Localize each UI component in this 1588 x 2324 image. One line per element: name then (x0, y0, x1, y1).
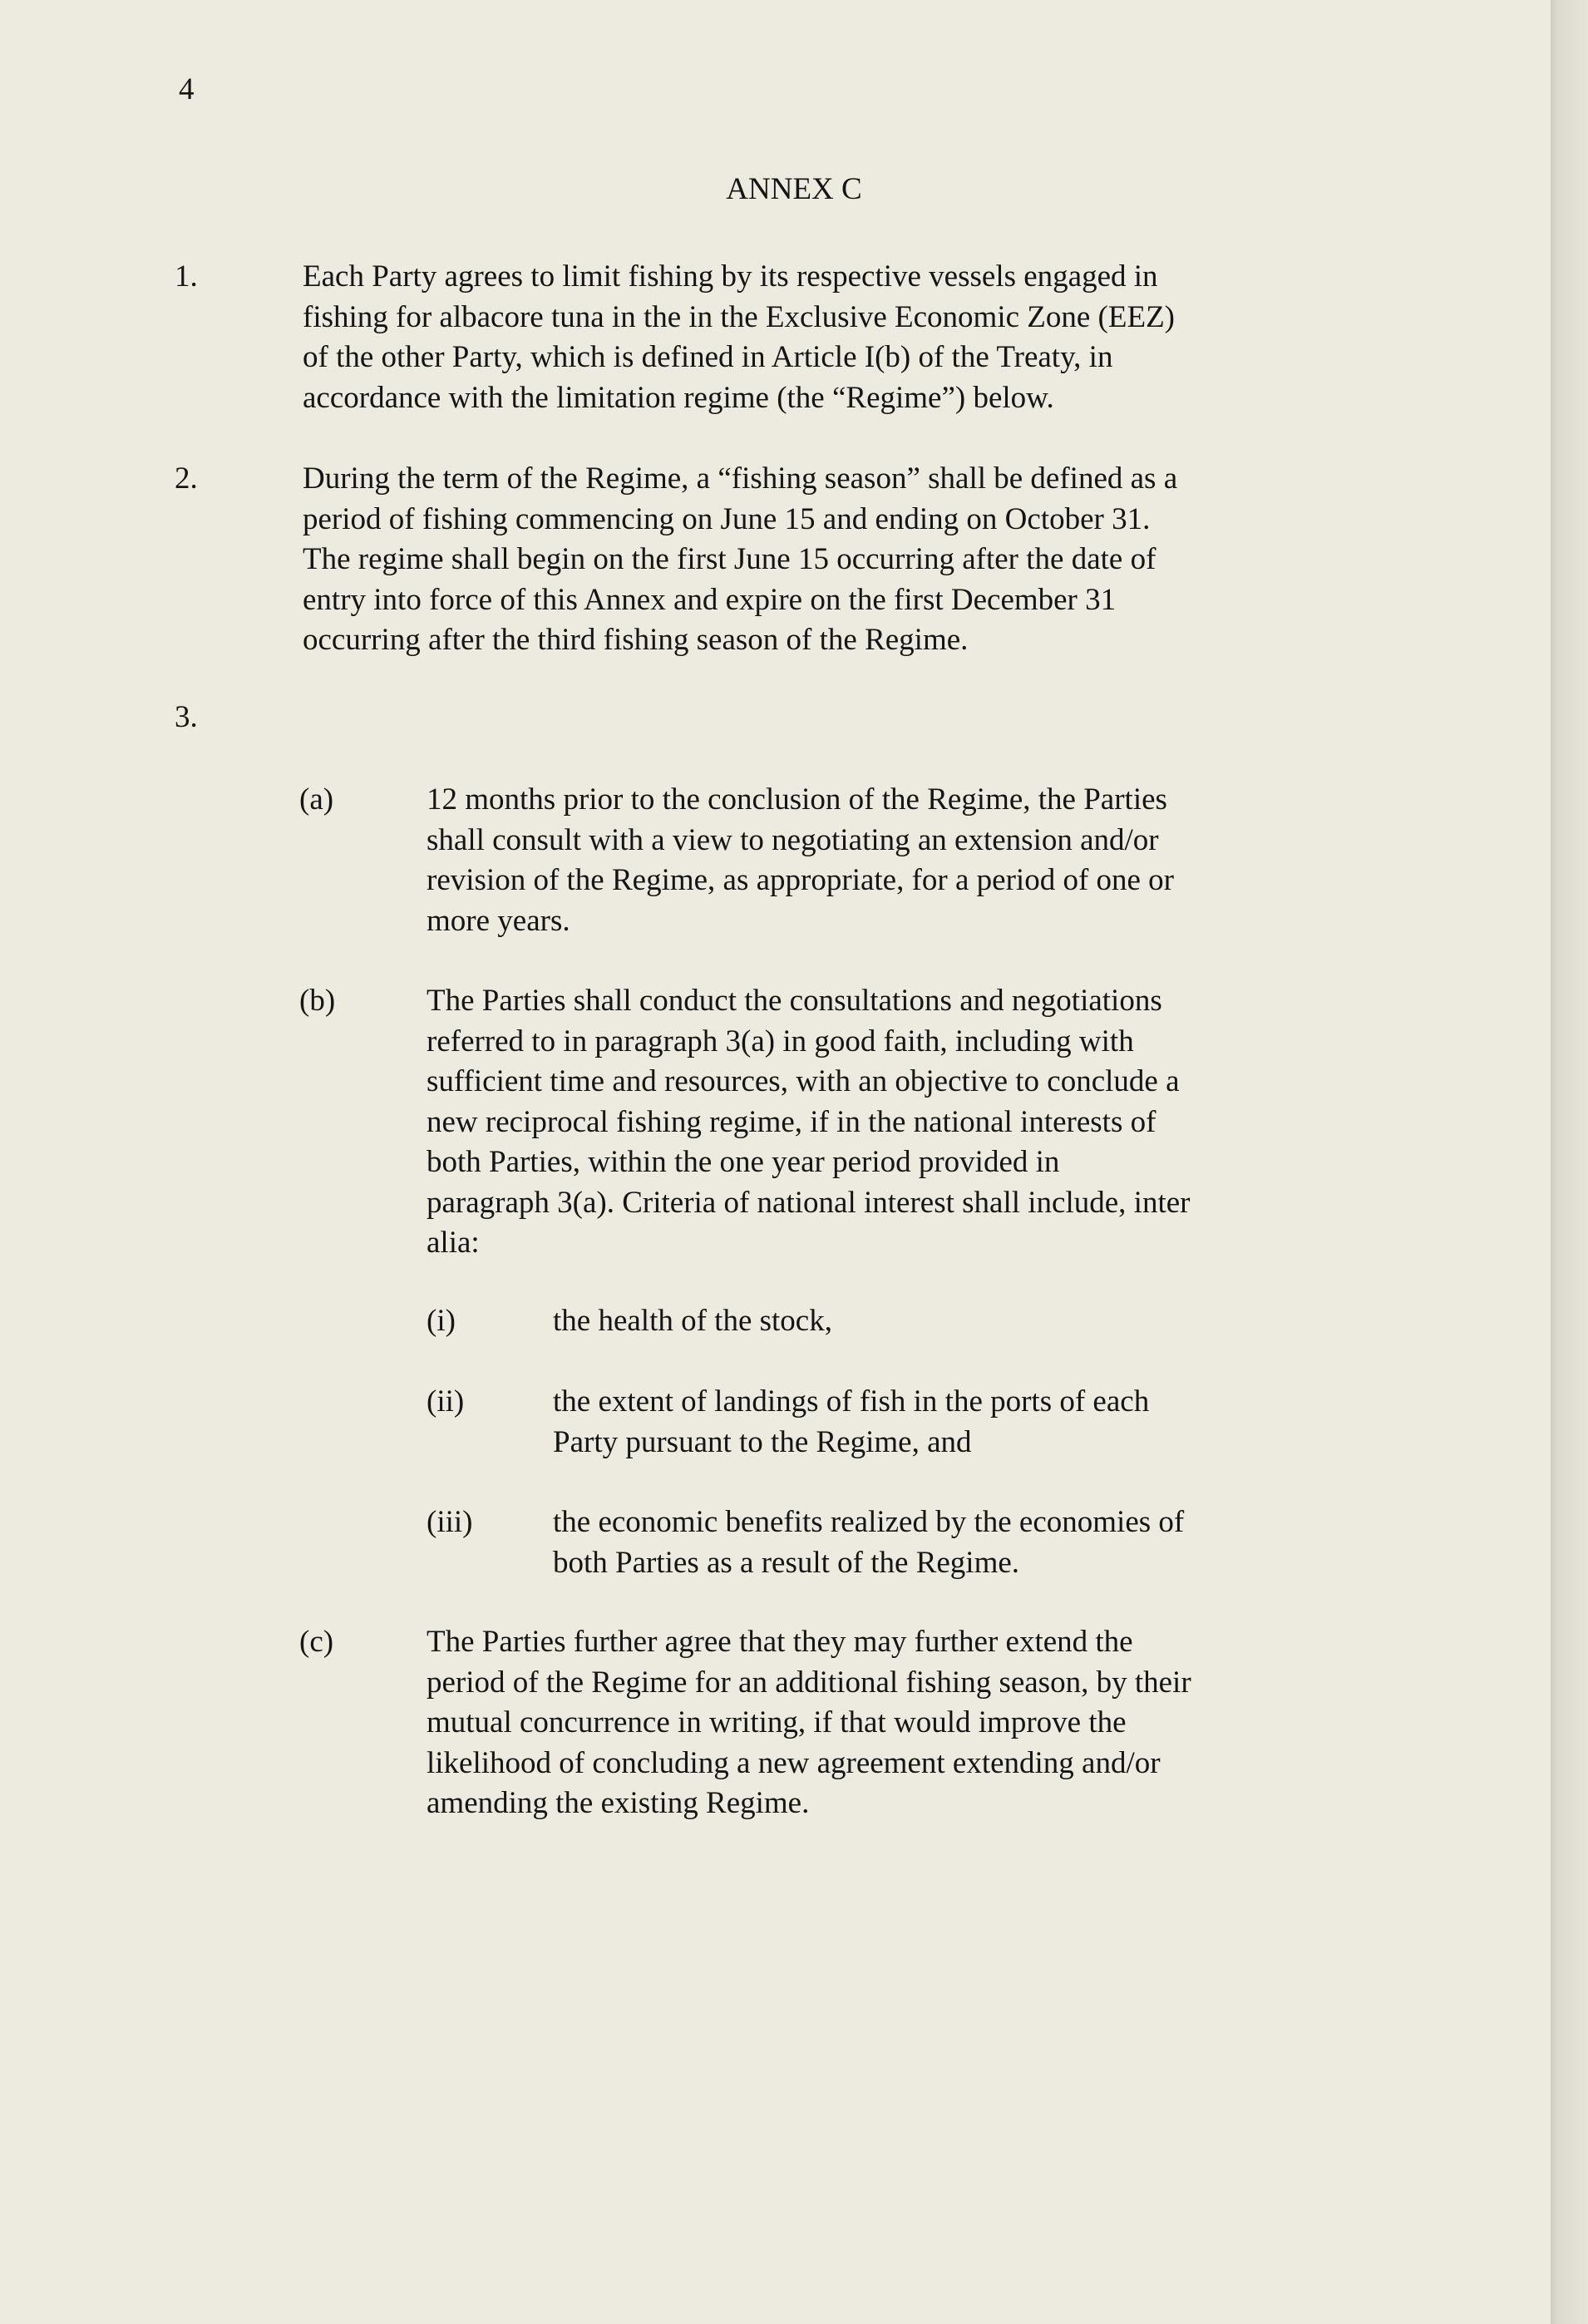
annex-title: ANNEX C (726, 172, 862, 206)
item-i-label: (i) (427, 1304, 456, 1338)
subparagraph-b-text (427, 981, 1190, 1264)
item-iii-label: (iii) (427, 1505, 473, 1539)
text-line: mutual concurrence in writing, if that would improve the (427, 1705, 1127, 1739)
subparagraph-b-label: (b) (299, 984, 336, 1018)
paragraph-1-text (303, 257, 1175, 418)
text-line: The regime shall begin on the first June 15 occurring after the date of (303, 542, 1156, 576)
text-line: the extent of landings of fish in the ports of each (553, 1384, 1150, 1419)
text-line: entry into force of this Annex and expire on the first December 31 (303, 582, 1117, 617)
text-line: period of fishing commencing on June 15 and ending on October 31. (303, 501, 1151, 536)
text-line: occurring after the third fishing season of the Regime. (303, 623, 969, 657)
text-line: The Parties further agree that they may further extend the (427, 1625, 1133, 1659)
subparagraph-c-label: (c) (299, 1625, 334, 1659)
text-line: revision of the Regime, as appropriate, for a period of one or (427, 863, 1175, 897)
text-line: alia: (427, 1226, 480, 1260)
text-line: both Parties as a result of the Regime. (553, 1545, 1020, 1580)
text-line: During the term of the Regime, a “fishing season” shall be defined as a (303, 461, 1178, 496)
item-ii-label: (ii) (427, 1384, 465, 1419)
text-line: more years. (427, 903, 570, 938)
text-line: paragraph 3(a). Criteria of national interest shall include, inter (427, 1185, 1191, 1220)
subparagraph-a-text (427, 780, 1174, 941)
text-line: both Parties, within the one year period provided in (427, 1145, 1060, 1179)
text-line: shall consult with a view to negotiating an extension and/or (427, 822, 1159, 857)
text-line: Party pursuant to the Regime, and (553, 1424, 972, 1459)
paragraph-2-number: 2. (175, 461, 198, 496)
page-number: 4 (179, 72, 195, 106)
item-i-text (553, 1301, 832, 1342)
text-line: new reciprocal fishing regime, if in the national interests of (427, 1104, 1156, 1139)
text-line: 12 months prior to the conclusion of the Regime, the Parties (427, 782, 1167, 817)
text-line: Each Party agrees to limit fishing by its respective vessels engaged in (303, 259, 1158, 294)
text-line: likelihood of concluding a new agreement extending and/or (427, 1745, 1161, 1780)
paragraph-1-number: 1. (175, 259, 198, 294)
paragraph-2-text (303, 459, 1177, 661)
text-line: sufficient time and resources, with an objective to conclude a (427, 1064, 1180, 1098)
item-ii-text (553, 1382, 1149, 1463)
text-line: the health of the stock, (553, 1304, 832, 1338)
subparagraph-a-label: (a) (299, 782, 334, 817)
text-line: period of the Regime for an additional fishing season, by their (427, 1665, 1191, 1700)
text-line: The Parties shall conduct the consultations and negotiations (427, 984, 1162, 1018)
item-iii-text (553, 1502, 1184, 1583)
page-edge-shadow (1551, 0, 1588, 2324)
text-line: accordance with the limitation regime (the “Regime”) below. (303, 380, 1054, 415)
text-line: of the other Party, which is defined in Article I(b) of the Treaty, in (303, 340, 1113, 374)
subparagraph-c-text (427, 1622, 1191, 1824)
text-line: referred to in paragraph 3(a) in good faith, including with (427, 1024, 1134, 1058)
text-line: amending the existing Regime. (427, 1786, 810, 1820)
text-line: fishing for albacore tuna in the in the Exclusive Economic Zone (EEZ) (303, 299, 1176, 334)
text-line: the economic benefits realized by the economies of (553, 1505, 1185, 1539)
paragraph-3-number: 3. (175, 700, 198, 734)
